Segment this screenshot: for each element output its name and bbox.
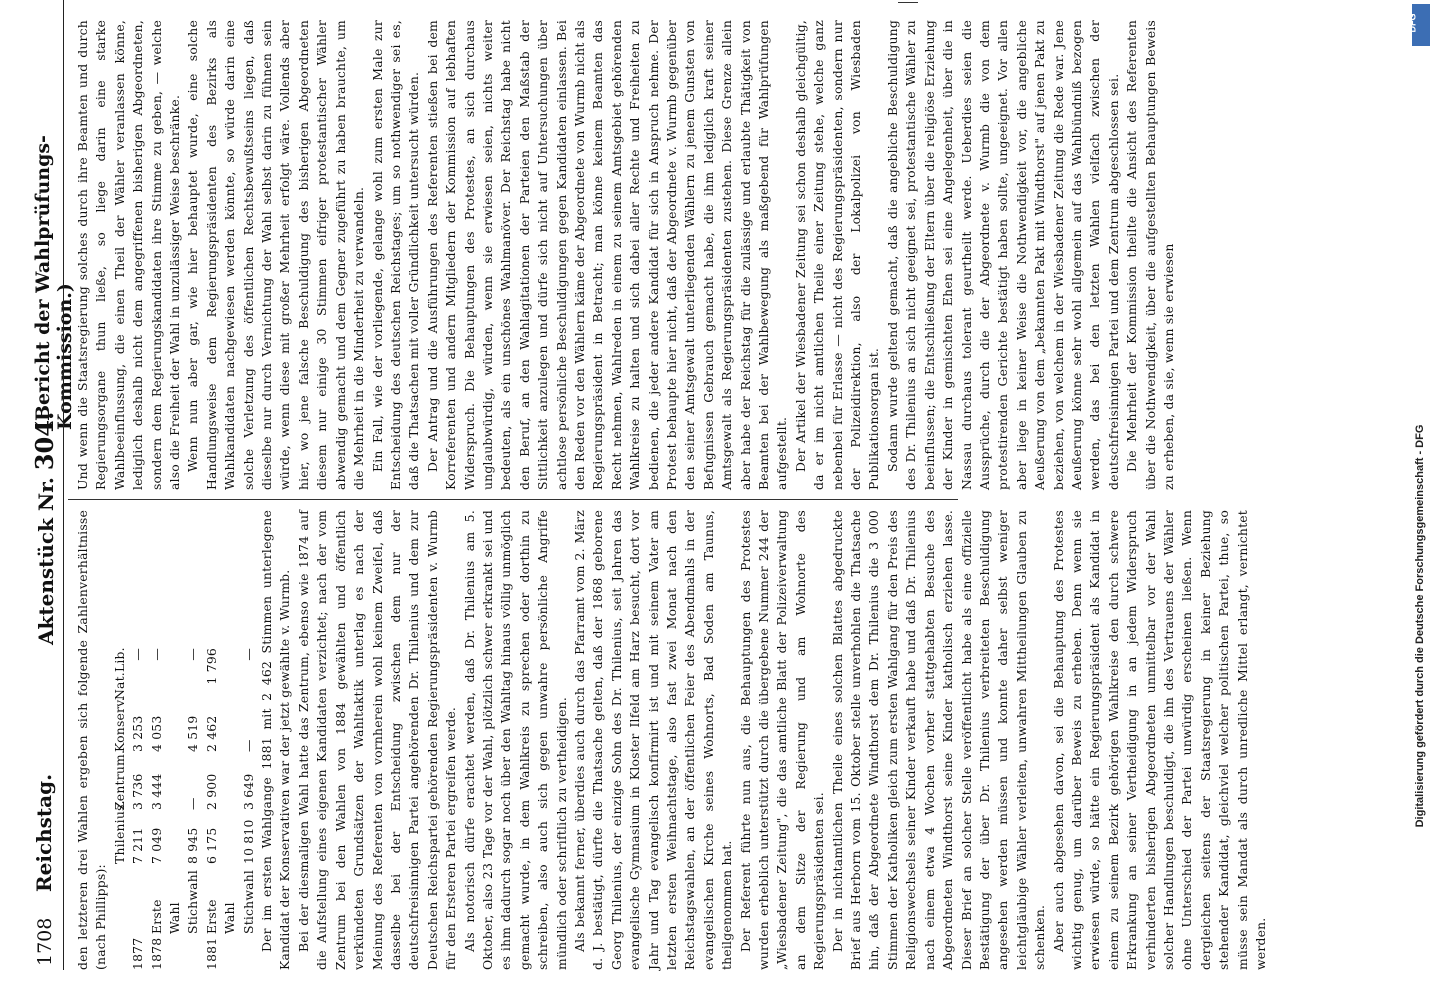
table-header-cell	[111, 934, 129, 970]
table-cell: —	[130, 648, 146, 661]
page-number: 1708	[34, 917, 56, 966]
table-row	[184, 510, 202, 970]
table-cell: 7 049	[148, 827, 164, 864]
table-cell: —	[185, 648, 201, 661]
header-center-prefix: Aktenstück Nr.	[34, 477, 58, 645]
votes-table	[111, 510, 258, 970]
table-cell: 3 736	[130, 773, 146, 810]
table-cell: 7 211	[130, 827, 146, 864]
paragraph: Aber auch abgesehen davon, sei die Behauptung des Protestes wichtig genug, um darüber Beweis zu erheben. Denn wenn sie erwiesen würde, so hätte ein Regierungspräsident als Kandidat in einem zu seinem Bezirk gehörigen Wahlkreise den durch schwere Erkrankung an seiner Vertheidigung in an jedem Widerspruch verhinderten bisherigen Abgeordneten unmittelbar vor der Wahl solcher Handlungen beschuldigt, die ihn des Vertrauens der Wähler ohne Unterschied der Partei unwürdig erscheinen ließen. Wenn dergleichen seitens der Staatsregierung in keiner Beziehung stehender Kandidat, gleichviel welcher politischen Partei, thue, so müsse sein Mandat als durch unredliche Mittel erlangt, vernichtet werden.	[1050, 510, 1268, 970]
table-cell: 1881	[203, 937, 219, 970]
header-rule	[63, 0, 64, 970]
table-cell: —	[240, 739, 256, 752]
table-row	[129, 510, 147, 970]
dfg-logo-text: DFG	[1407, 13, 1418, 33]
rotated-page	[22, 0, 1402, 1000]
table-cell: 10 810	[240, 819, 256, 864]
paragraph: Der im ersten Wahlgange 1881 mit 2 462 Stimmen unterlegene Kandidat der Konservativen war der jetzt gewählte v. Wurmb.	[259, 510, 293, 970]
digitization-notice	[1412, 260, 1430, 1000]
table-header-cell: Konserv.	[111, 696, 127, 752]
paragraph: Der Referent führte nun aus, die Behauptungen des Protestes wurden erheblich unterstützt durch die übergebene Nummer 244 der „Wiesbadener Zeitung", die das amtliche Blatt der Polizeiverwaltung an dem Sitze der Regierung und am Wohnorte des Regierungspräsidenten sei.	[737, 510, 827, 970]
table-cell: Stichwahl	[240, 869, 256, 934]
table-cell: 3 253	[130, 715, 146, 752]
header-right: (Bericht der Wahlprüfungs-Kommission.)	[32, 135, 76, 430]
paragraph: Als notorisch dürfe erachtet werden, daß Dr. Thilenius am 5. Oktober, also 23 Tage vor der Wahl, plötzlich schwer erkrankt sei und es ihm dadurch sogar noch über den Wahltag hinaus völlig unmöglich gemacht wurde, in dem Wahlkreis zu sprechen oder dorthin zu schreiben, also auch sich gegen unwahre persönliche Angriffe mündlich oder schriftlich zu vertheidigen.	[461, 510, 569, 970]
table-cell	[184, 934, 202, 970]
table-cell	[240, 934, 258, 970]
paragraph: Der in nichtamtlichen Theile eines solchen Blattes abgedruckte Brief aus Herborn vom 15. Oktober stelle unverhohlen die Thatsache hin, daß der Abgeordnete Windthorst dem Dr. Thilenius die 3 000 Stimmen der Katholiken gleich zum ersten Wahlgang für den Preis des Religionswechsels seiner Kinder verkauft habe und daß Dr. Thilenius nach einem etwa 4 Wochen vorher stattgehabten Besuche des Abgeordneten Windthorst seine Kinder katholisch erziehen lasse. Dieser Brief an solcher Stelle veröffentlicht habe als eine offizielle Bestätigung der über Dr. Thilenius verbreiteten Beschuldigung angesehen werden müssen und konnte daher selbst weniger leichtgläubige Wähler verleiten, unwahren Mittheilungen Glauben zu schenken.	[829, 510, 1048, 970]
table-row	[203, 510, 240, 970]
table-cell: 6 175	[203, 827, 219, 864]
paragraph: Wenn nun aber gar, wie hier behauptet wurde, eine solche Handlungsweise dem Regierungspräsidenten des Bezirks als Wahlkandidaten nachgewiesen werden könnte, so würde darin eine solche Verletzung des öffentlichen Rechtsbewußtseins liegen, daß dieselbe nur durch Vernichtung der Wahl selbst darin zu fühnen sein würde, wenn diese mit großer Mehrheit erfolgt wäre. Vollends aber hier, wo jene falsche Beschuldigung des bisherigen Abgeordneten diesem nur einige 30 Stimmen eifriger protestantischer Wähler abwendig gemacht und dem Gegner zugeführt zu haben brauchte, um die Mehrheit in die Minderheit zu verwandeln.	[185, 20, 367, 490]
table-cell: Erste Wahl	[148, 899, 183, 934]
paragraph: Der Artikel der Wiesbadener Zeitung sei schon deshalb gleichgültig, da er im nicht amtlichen Theile einer Zeitung stehe, welche ganz nebenbei für Erlasse — nicht des Regierungspräsidenten, sondern nur der Polizeidirektion, also der Lokalpolizei von Wiesbaden Publikationsorgan ist.	[792, 20, 882, 490]
table-header-cell	[111, 864, 129, 934]
table-cell	[129, 864, 147, 934]
table-cell: 1 796	[203, 648, 219, 685]
paragraph: Und wenn die Staatsregierung solches durch ihre Beamten und durch Regierungsorgane thun ließe, so liege darin eine starke Wahlbeeinflussung, die einen Theil der Wähler veranlassen könne, lediglich deshalb nicht dem angegriffenen bisherigen Abgeordneten, sondern dem Regierungskandidaten ihre Stimme zu geben, — welche also die Freiheit der Wahl in unzulässiger Weise beschränke.	[75, 20, 183, 490]
paragraph: Als bekannt ferner, überdies auch durch das Pfarramt vom 2. März d. J. bestätigt, dürfte die Thatsache gelten, daß der 1868 geborene Georg Thilenius, der einzige Sohn des Dr. Thilenius, seit Jahren das evangelische Gymnasium in Kloster Ilfeld am Harz besucht, dort vor Jahr und Tag evangelisch konfirmirt ist und mit seinem Vater am letzten ersten Weihnachtstage, also fast zwei Monat nach den Reichstagswahlen, an der öffentlichen Feier des Abendmahls in der evangelischen Kirche seines Wohnorts, Bad Soden am Taunus, theilgenommen hat.	[571, 510, 735, 970]
table-header-cell: Zentrum.	[111, 749, 127, 810]
header-left: Reichstag.	[32, 773, 56, 892]
right-column	[74, 20, 1176, 490]
table-cell: 3 444	[148, 773, 164, 810]
page-header	[22, 0, 76, 1000]
dfg-logo	[1407, 4, 1430, 46]
table-cell: Erste Wahl	[203, 899, 238, 934]
votes-table-header	[111, 510, 129, 970]
table-cell: 4 519	[185, 715, 201, 752]
paragraph: Ein Fall, wie der vorliegende, gelange wohl zum ersten Male zur Entscheidung des deutschen Reichstages; um so nothwendiger sei es, daß die Thatsachen mit voller Gründlichkeit untersucht würden.	[369, 20, 422, 490]
header-center	[30, 412, 59, 645]
column-divider	[68, 499, 958, 500]
table-cell: 3 649	[240, 773, 256, 810]
table-cell: —	[240, 648, 256, 661]
table-cell: —	[148, 648, 164, 661]
table-header-cell: Nat.Lib.	[111, 647, 127, 700]
paragraph: Die Mehrheit der Kommission theilte die Ansicht des Referenten über die Nothwendigkeit, über die aufgestellten Behauptungen Beweis zu erheben, da sie, wenn sie erwiesen	[1124, 20, 1176, 490]
table-cell: 2 900	[203, 773, 219, 810]
table-cell: 4 053	[148, 715, 164, 752]
table-row	[240, 510, 258, 970]
table-row	[148, 510, 185, 970]
paragraph: Der Antrag und die Ausführungen des Referenten stießen bei dem Korreferenten und andern Mitgliedern der Kommission auf lebhaften Widerspruch. Die Behauptungen des Protestes, an sich durchaus unglaubwürdig, würden, wenn sie erwiesen seien, nichts weiter bedeuten, als ein unschönes Wahlmanöver. Der Reichstag habe nicht den Beruf, an den Wahlagitationen der Parteien den Maßstab der Sittlichkeit anzulegen und dürfe sich nicht auf Untersuchungen über achtlose persönliche Beschuldigungen gegen Kandidaten einlassen. Bei den Reden vor den Wählern käme der Abgeordnete von Wurmb nicht als Regierungspräsident in Betracht; man könne keinem Beamten das Recht nehmen, Wahlreden in einem zu seinem Amtsgebiet gehörenden Wahlkreise zu halten und sich dabei aller Rechte und Freiheiten zu bedienen, die jeder andere Kandidat für sich in Anspruch nehme. Der Protest behaupte hier nicht, daß der Abgeordnete v. Wurmb gegenüber den seiner Amtsgewalt unterliegenden Wählern zu jenem Gunsten von Befugnissen Gebrauch gemacht habe, die ihm lediglich kraft seiner Amtsgewalt als Regierungspräsidenten zustehen. Diese Grenze allein aber habe der Reichstag für die zulässige und erlaubte Thätigkeit von Beamten bei der Wahlbewegung als maßgebend für Wahlprüfungen aufgestellt.	[424, 20, 790, 490]
intro-text: den letzteren drei Wahlen ergeben sich folgende Zahlenverhältnisse (nach Phillipps):	[75, 510, 109, 970]
table-cell: 8 945	[185, 827, 201, 864]
table-cell: 1877	[130, 937, 146, 970]
left-column	[74, 510, 1268, 970]
paragraph: Sodann wurde geltend gemacht, daß die angebliche Beschuldigung des Dr. Thilenius an sich nicht geeignet sei, protestantische Wähler zu beeinflussen; die Entschließung der Eltern über die religiöse Erziehung der Kinder in gemischten Ehen sei eine Angelegenheit, über die in Nassau durchaus tolerant geurtheilt werde. Ueberdies seien die Aussprüche, durch die der Abgeordnete v. Wurmb die von dem protestirenden Gerichte bestätigt haben sollte, ungeeignet. Vor allen aber liege in keiner Weise die Nothwendigkeit vor, die angebliche Aeußerung von dem „bekannten Pakt mit Windthorst" auf jenen Pakt zu beziehen, von welchem in der Wiesbadener Zeitung die Rede war. Jene Aeußerung könne sehr wohl allgemein auf das Wahlbündniß bezogen werden, das bei den letzten Wahlen vielfach zwischen der deutschfreisinnigen Partei und dem Zentrum abgeschlossen sei.	[884, 20, 1121, 490]
table-cell: 1878	[148, 937, 164, 970]
table-cell: Stichwahl	[185, 869, 201, 934]
table-cell: 2 462	[203, 715, 219, 752]
digitization-notice-text: Digitalisierung gefördert durch die Deutsche Forschungsgemeinschaft - DFG	[1414, 424, 1426, 828]
document-number: 304.	[30, 411, 59, 471]
table-header-cell: Thilenius.	[111, 800, 127, 864]
paragraph: Bei der diesmaligen Wahl hatte das Zentrum, ebenso wie 1874 auf die Aufstellung eines eigenen Kandidaten verzichtet; nach der vom Zentrum bei den Wahlen von 1884 gewählten und öffentlich verkündeten Grundsätzen der Wahltaktik unterlag es nach der Meinung des Referenten von vornherein wohl keinem Zweifel, daß dasselbe bei der Entscheidung zwischen dem nur der deutschfreisinnigen Partei angehörenden Dr. Thilenius und dem zur Deutschen Reichspartei gehörenden Regierungspräsidenten v. Wurmb für den Ersteren Partei ergreifen werde.	[295, 510, 459, 970]
table-cell: —	[185, 797, 201, 810]
